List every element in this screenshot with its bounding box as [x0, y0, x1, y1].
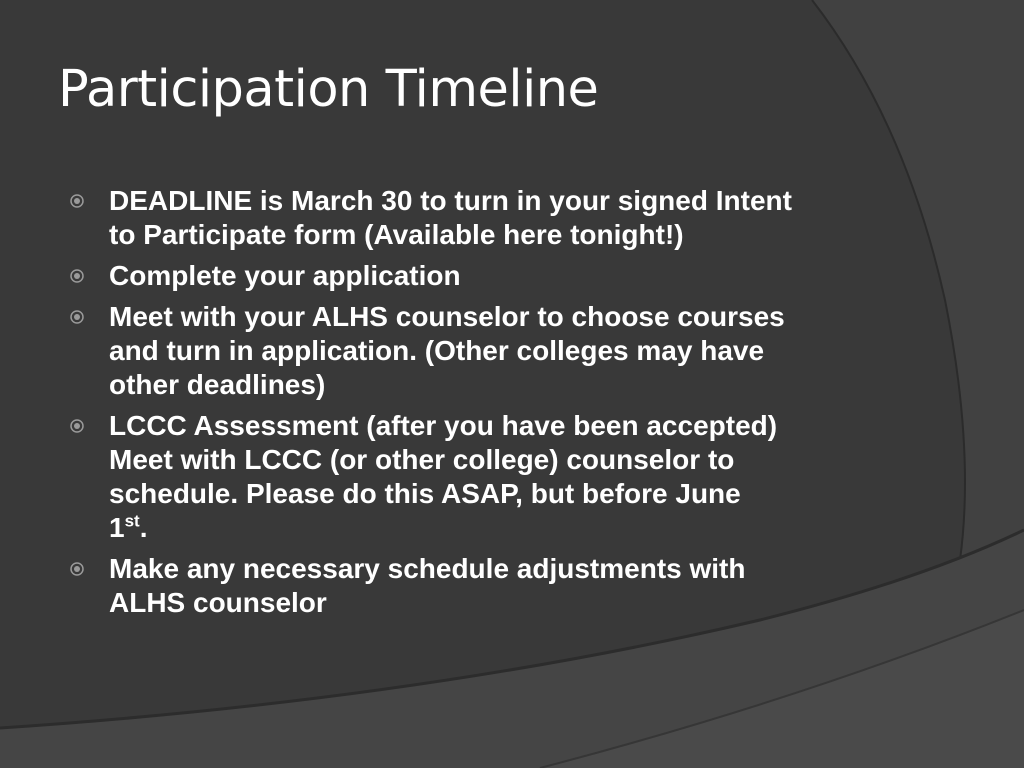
bullet-text-line: LCCC Assessment (after you have been accepted)	[109, 410, 778, 441]
bullet-text-line: DEADLINE is March 30 to turn in your signed Intent	[109, 185, 792, 216]
bullet-text-line: Make any necessary schedule adjustments with	[109, 553, 746, 584]
bullet-item-lccc-assessment	[70, 409, 890, 545]
circle-bullet-icon	[70, 419, 84, 433]
date-period: .	[139, 512, 148, 543]
date-ordinal-suffix: st	[124, 511, 140, 531]
bullet-text-line: schedule. Please do this ASAP, but before June	[109, 478, 741, 509]
bullet-text-line: Complete your application	[109, 260, 461, 291]
bullet-text-line: Meet with LCCC (or other college) counselor to	[109, 444, 735, 475]
date-number: 1	[109, 512, 125, 543]
bullet-item-schedule-adjustments	[70, 552, 890, 620]
slide-title: Participation Timeline	[58, 60, 599, 119]
circle-bullet-icon	[70, 194, 84, 208]
bullet-text-line: to Participate form (Available here tonight!)	[109, 219, 684, 250]
bullet-item-application	[70, 259, 890, 293]
bullet-text-line: other deadlines)	[109, 369, 326, 400]
bullet-text-line: and turn in application. (Other colleges may have	[109, 335, 765, 366]
bullet-text-line: Meet with your ALHS counselor to choose courses	[109, 301, 785, 332]
circle-bullet-icon	[70, 562, 84, 576]
bullet-item-alhs-counselor	[70, 300, 890, 402]
bullet-text-line: ALHS counselor	[109, 587, 327, 618]
circle-bullet-icon	[70, 310, 84, 324]
bullet-text-line-date	[109, 511, 890, 545]
bullet-list	[70, 184, 890, 627]
circle-bullet-icon	[70, 269, 84, 283]
bullet-item-deadline	[70, 184, 890, 252]
